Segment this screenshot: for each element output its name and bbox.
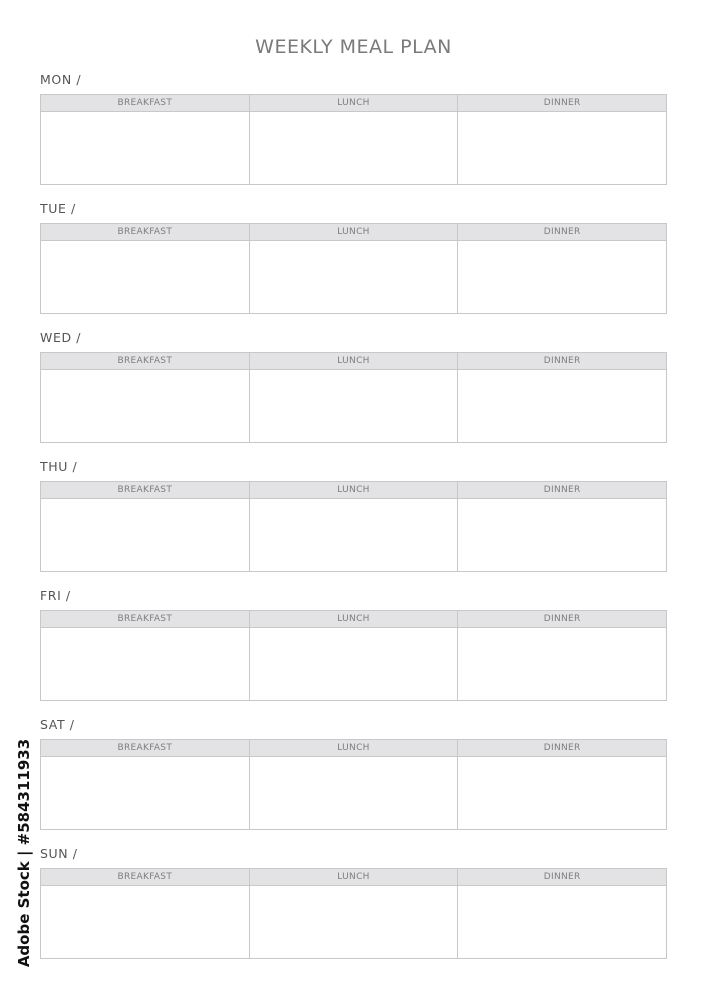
- meal-header-breakfast: BREAKFAST: [41, 482, 249, 499]
- meal-header-dinner: DINNER: [458, 353, 666, 370]
- meal-input-area[interactable]: [458, 241, 666, 313]
- meal-header-lunch: LUNCH: [250, 95, 458, 112]
- meal-cell-lunch: [250, 869, 459, 958]
- meal-cell-breakfast: [41, 740, 250, 829]
- meal-cell-dinner: [458, 611, 666, 700]
- meal-input-area[interactable]: [41, 499, 249, 571]
- meal-header-lunch: LUNCH: [250, 611, 458, 628]
- meal-header-dinner: DINNER: [458, 740, 666, 757]
- meal-input-area[interactable]: [250, 499, 458, 571]
- day-table-tue: [40, 223, 667, 314]
- meal-header-dinner: DINNER: [458, 95, 666, 112]
- meal-header-lunch: LUNCH: [250, 224, 458, 241]
- meal-cell-dinner: [458, 224, 666, 313]
- meal-header-lunch: LUNCH: [250, 740, 458, 757]
- meal-header-dinner: DINNER: [458, 224, 666, 241]
- day-label-thu: THU /: [40, 459, 78, 474]
- meal-input-area[interactable]: [250, 241, 458, 313]
- meal-header-dinner: DINNER: [458, 482, 666, 499]
- meal-input-area[interactable]: [458, 499, 666, 571]
- meal-cell-breakfast: [41, 353, 250, 442]
- stock-id-watermark: [14, 738, 34, 968]
- meal-input-area[interactable]: [250, 757, 458, 829]
- meal-cell-dinner: [458, 95, 666, 184]
- meal-cell-lunch: [250, 95, 459, 184]
- meal-cell-breakfast: [41, 224, 250, 313]
- day-label-sun: SUN /: [40, 846, 78, 861]
- day-table-mon: [40, 94, 667, 185]
- meal-cell-dinner: [458, 353, 666, 442]
- meal-cell-lunch: [250, 224, 459, 313]
- meal-input-area[interactable]: [41, 241, 249, 313]
- day-table-fri: [40, 610, 667, 701]
- meal-cell-lunch: [250, 482, 459, 571]
- meal-input-area[interactable]: [250, 886, 458, 958]
- meal-input-area[interactable]: [458, 370, 666, 442]
- meal-input-area[interactable]: [41, 886, 249, 958]
- meal-input-area[interactable]: [41, 757, 249, 829]
- meal-input-area[interactable]: [250, 112, 458, 184]
- meal-input-area[interactable]: [41, 112, 249, 184]
- meal-header-dinner: DINNER: [458, 869, 666, 886]
- meal-cell-breakfast: [41, 869, 250, 958]
- day-table-sat: [40, 739, 667, 830]
- day-table-thu: [40, 481, 667, 572]
- meal-cell-dinner: [458, 740, 666, 829]
- meal-header-breakfast: BREAKFAST: [41, 224, 249, 241]
- day-label-fri: FRI /: [40, 588, 71, 603]
- meal-input-area[interactable]: [458, 628, 666, 700]
- meal-cell-lunch: [250, 740, 459, 829]
- meal-input-area[interactable]: [458, 886, 666, 958]
- meal-cell-dinner: [458, 869, 666, 958]
- meal-input-area[interactable]: [458, 757, 666, 829]
- meal-header-breakfast: BREAKFAST: [41, 869, 249, 886]
- meal-cell-breakfast: [41, 95, 250, 184]
- meal-header-breakfast: BREAKFAST: [41, 611, 249, 628]
- meal-header-breakfast: BREAKFAST: [41, 740, 249, 757]
- day-label-mon: MON /: [40, 72, 82, 87]
- meal-input-area[interactable]: [41, 628, 249, 700]
- day-label-sat: SAT /: [40, 717, 75, 732]
- meal-header-breakfast: BREAKFAST: [41, 353, 249, 370]
- day-label-tue: TUE /: [40, 201, 76, 216]
- meal-cell-breakfast: [41, 611, 250, 700]
- meal-input-area[interactable]: [250, 370, 458, 442]
- meal-cell-breakfast: [41, 482, 250, 571]
- meal-cell-lunch: [250, 353, 459, 442]
- meal-header-dinner: DINNER: [458, 611, 666, 628]
- meal-input-area[interactable]: [41, 370, 249, 442]
- meal-header-lunch: LUNCH: [250, 869, 458, 886]
- day-table-wed: [40, 352, 667, 443]
- meal-input-area[interactable]: [250, 628, 458, 700]
- stock-id-text: Adobe Stock | #584311933: [15, 738, 33, 968]
- meal-header-lunch: LUNCH: [250, 482, 458, 499]
- meal-header-lunch: LUNCH: [250, 353, 458, 370]
- meal-cell-dinner: [458, 482, 666, 571]
- meal-cell-lunch: [250, 611, 459, 700]
- day-table-sun: [40, 868, 667, 959]
- page-title: WEEKLY MEAL PLAN: [255, 36, 452, 58]
- day-label-wed: WED /: [40, 330, 82, 345]
- meal-input-area[interactable]: [458, 112, 666, 184]
- meal-header-breakfast: BREAKFAST: [41, 95, 249, 112]
